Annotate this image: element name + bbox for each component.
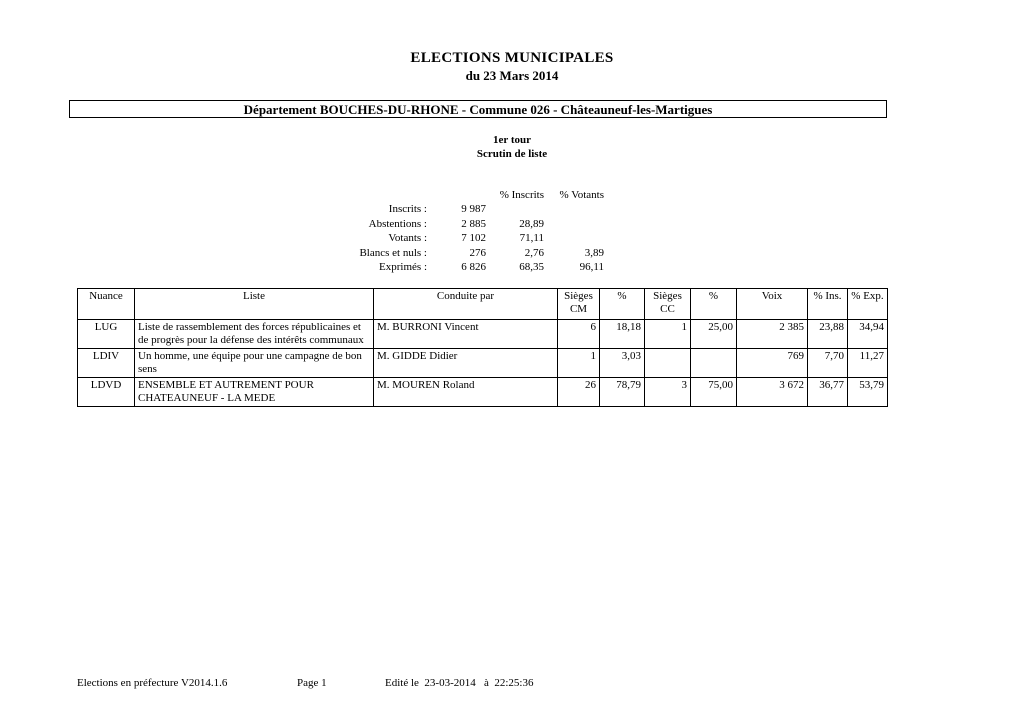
table-row	[78, 349, 888, 378]
cell-nuance: LUG	[78, 320, 135, 349]
cell-pct-cc	[691, 349, 737, 378]
cell-pct-ins: 36,77	[808, 378, 848, 407]
stats-header-pct-votants: % Votants	[559, 189, 604, 201]
col-header-sieges-cc: Sièges CC	[645, 289, 691, 320]
cell-pct-exp: 53,79	[848, 378, 888, 407]
cell-voix: 2 385	[737, 320, 808, 349]
department-commune-banner: Département BOUCHES-DU-RHONE - Commune 026 - Châteauneuf-les-Martigues	[69, 100, 887, 118]
stats-pct-votants: 96,11	[579, 261, 604, 273]
cell-pct-exp: 34,94	[848, 320, 888, 349]
stats-pct-inscrits: 68,35	[519, 261, 544, 273]
cell-sieges-cm: 26	[558, 378, 600, 407]
stats-value: 6 826	[461, 261, 486, 273]
election-date: du 23 Mars 2014	[465, 68, 559, 83]
cell-pct-ins: 23,88	[808, 320, 848, 349]
stats-value: 9 987	[461, 203, 486, 215]
document-title: ELECTIONS MUNICIPALES	[410, 50, 614, 66]
cell-pct-exp: 11,27	[848, 349, 888, 378]
col-header-sieges-cm: Sièges CM	[558, 289, 600, 320]
stats-label: Votants :	[388, 232, 427, 244]
stats-pct-inscrits: 2,76	[524, 247, 544, 259]
cell-conduite: M. BURRONI Vincent	[374, 320, 558, 349]
stats-value: 7 102	[461, 232, 486, 244]
cell-sieges-cm: 6	[558, 320, 600, 349]
stats-label: Abstentions :	[368, 218, 427, 230]
cell-sieges-cc: 3	[645, 378, 691, 407]
col-header-pct-cc: %	[691, 289, 737, 320]
stats-header-pct-inscrits: % Inscrits	[499, 189, 544, 201]
cell-voix: 3 672	[737, 378, 808, 407]
cell-liste: Un homme, une équipe pour une campagne de bon sens	[135, 349, 374, 378]
cell-conduite: M. GIDDE Didier	[374, 349, 558, 378]
cell-pct-cm: 78,79	[600, 378, 645, 407]
cell-voix: 769	[737, 349, 808, 378]
table-header-row	[78, 289, 888, 320]
cell-pct-cm: 18,18	[600, 320, 645, 349]
stats-label: Inscrits :	[388, 203, 427, 215]
stats-pct-votants: 3,89	[584, 247, 604, 259]
table-row	[78, 378, 888, 407]
cell-liste: ENSEMBLE ET AUTREMENT POUR CHATEAUNEUF - LA MEDE	[135, 378, 374, 407]
footer-edit-timestamp: Edité le 23-03-2014 à 22:25:36	[385, 677, 534, 689]
stats-value: 276	[469, 247, 486, 259]
stats-label: Blancs et nuls :	[359, 247, 427, 259]
cell-nuance: LDIV	[78, 349, 135, 378]
stats-pct-inscrits: 71,11	[519, 232, 544, 244]
cell-liste: Liste de rassemblement des forces républicaines et de progrès pour la défense des intérêts communaux	[135, 320, 374, 349]
cell-sieges-cm: 1	[558, 349, 600, 378]
col-header-pct-exp: % Exp.	[848, 289, 888, 320]
footer-page-number: Page 1	[297, 677, 327, 689]
cell-pct-cm: 3,03	[600, 349, 645, 378]
cell-nuance: LDVD	[78, 378, 135, 407]
col-header-pct-ins: % Ins.	[808, 289, 848, 320]
cell-pct-cc: 75,00	[691, 378, 737, 407]
col-header-pct-cm: %	[600, 289, 645, 320]
cell-pct-ins: 7,70	[808, 349, 848, 378]
cell-conduite: M. MOUREN Roland	[374, 378, 558, 407]
cell-sieges-cc: 1	[645, 320, 691, 349]
col-header-conduite: Conduite par	[374, 289, 558, 320]
cell-pct-cc: 25,00	[691, 320, 737, 349]
scrutin-label: Scrutin de liste	[476, 148, 548, 160]
stats-label: Exprimés :	[379, 261, 427, 273]
col-header-nuance: Nuance	[78, 289, 135, 320]
col-header-liste: Liste	[135, 289, 374, 320]
table-row	[78, 320, 888, 349]
stats-pct-inscrits: 28,89	[519, 218, 544, 230]
footer-software-version: Elections en préfecture V2014.1.6	[77, 677, 228, 689]
tour-label: 1er tour	[493, 134, 531, 146]
stats-value: 2 885	[461, 218, 486, 230]
cell-sieges-cc	[645, 349, 691, 378]
results-table	[77, 288, 888, 407]
col-header-voix: Voix	[737, 289, 808, 320]
